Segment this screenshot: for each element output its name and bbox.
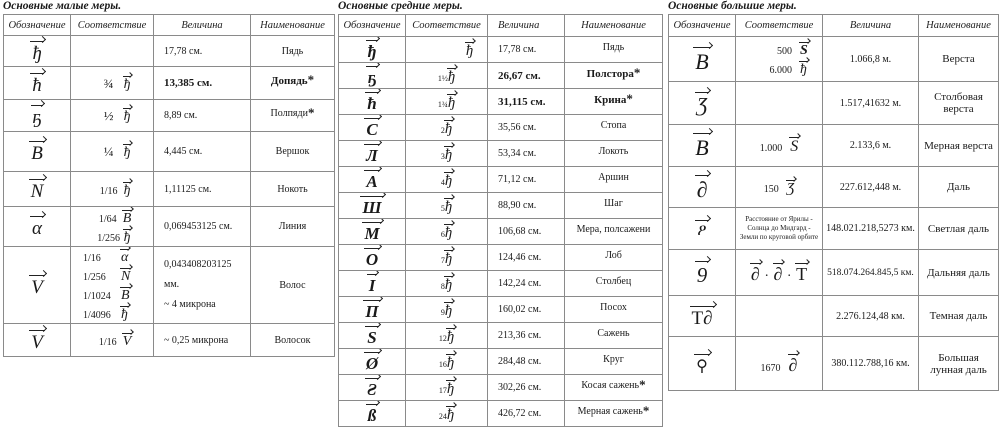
table-row <box>339 271 663 297</box>
unit-symbol-icon: α <box>121 247 128 265</box>
symbol-cell <box>339 167 406 193</box>
correspondence-cell: ¼ ђ <box>71 132 154 172</box>
value-cell: 13,385 см. <box>154 67 251 100</box>
name-cell: Волос <box>251 247 335 324</box>
table-row <box>339 401 663 427</box>
symbol-cell <box>669 37 736 82</box>
symbol-cell <box>669 167 736 208</box>
asterisk-mark: * <box>307 104 315 120</box>
correspondence-cell: 1/16 V <box>71 324 154 357</box>
table-row <box>669 37 999 82</box>
symbol-cell <box>339 115 406 141</box>
unit-symbol-icon: ђ <box>445 300 452 320</box>
symbol-cell <box>4 100 71 132</box>
measure-symbol-icon: N <box>31 176 44 203</box>
symbol-cell <box>669 250 736 296</box>
correspondence-note: Расстояние от Ярилы - Солнца до Мидгард - Земли по круговой орбите <box>736 208 823 250</box>
correspondence-cell: ¾ ђ <box>71 67 154 100</box>
name-cell: Волосок <box>251 324 335 357</box>
value-cell: 227.612,448 м. <box>823 167 919 208</box>
value-cell: 35,56 см. <box>488 115 565 141</box>
measure-symbol-icon: ђ <box>32 38 41 65</box>
table-header <box>339 15 663 37</box>
large-measures-title: Основные большие меры. <box>668 0 797 12</box>
unit-symbol-icon: ∂ <box>789 352 798 376</box>
correspondence-cell: ½ ђ <box>71 100 154 132</box>
correspondence-cell <box>71 36 154 67</box>
correspondence-cell: 1/64 B 1/256 ђ <box>71 207 154 247</box>
correspondence-cell: 9ђ <box>406 297 488 323</box>
name-cell: Мера, полсажени <box>565 219 663 245</box>
table-row <box>4 207 335 247</box>
value-cell: ~ 0,25 микрона <box>154 324 251 357</box>
correspondence-cell: 16ђ <box>406 349 488 375</box>
value-cell: 284,48 см. <box>488 349 565 375</box>
table-row <box>669 82 999 125</box>
value-cell: 426,72 см. <box>488 401 565 427</box>
header-correspondence: Соответствие <box>71 15 154 36</box>
header-designation: Обозначение <box>4 15 71 36</box>
unit-symbol-icon: S <box>800 40 808 58</box>
measure-symbol-icon: T∂ <box>692 303 713 330</box>
value-cell: 213,36 см. <box>488 323 565 349</box>
table-row <box>4 67 335 100</box>
measure-symbol-icon: ⚲ <box>696 351 708 376</box>
value-cell: 302,26 см. <box>488 375 565 401</box>
name-cell: Посох <box>565 297 663 323</box>
asterisk-mark: * <box>642 402 650 418</box>
measure-symbol-icon: B <box>695 130 708 161</box>
measure-symbol-icon: V <box>31 272 43 299</box>
symbol-cell <box>669 82 736 125</box>
name-cell: Мерная верста <box>919 125 999 167</box>
table-header <box>4 15 335 36</box>
small-measures-table <box>3 14 335 357</box>
name-cell: Косая сажень* <box>565 375 663 401</box>
value-cell: 2.133,6 м. <box>823 125 919 167</box>
correspondence-cell: 1670 ∂ <box>736 337 823 391</box>
asterisk-mark: * <box>633 64 641 80</box>
symbol-cell <box>339 63 406 89</box>
name-cell: Сажень <box>565 323 663 349</box>
symbol-cell <box>4 132 71 172</box>
name-cell: Верста <box>919 37 999 82</box>
header-name: Наименование <box>919 15 999 37</box>
table-row <box>669 208 999 250</box>
unit-symbol-icon: B <box>121 285 130 303</box>
name-cell: Светлая даль <box>919 208 999 250</box>
table-row <box>669 125 999 167</box>
name-cell: Полпяди* <box>251 100 335 132</box>
name-cell: Аршин <box>565 167 663 193</box>
value-cell: 0,043408203125 мм. ~ 4 микрона <box>154 247 251 324</box>
symbol-cell <box>339 37 406 63</box>
correspondence-cell: 2ђ <box>406 115 488 141</box>
header-designation: Обозначение <box>339 15 406 37</box>
measure-symbol-icon: Ʒ <box>697 89 708 117</box>
measure-symbol-icon: B <box>695 44 708 75</box>
value-cell: 1.517,41632 м. <box>823 82 919 125</box>
correspondence-cell: 24ђ <box>406 401 488 427</box>
unit-symbol-icon: ђ <box>124 180 131 199</box>
symbol-cell <box>339 323 406 349</box>
unit-symbol-icon: N <box>121 266 130 284</box>
table-row <box>339 89 663 115</box>
asterisk-mark: * <box>626 90 633 106</box>
name-cell: Круг <box>565 349 663 375</box>
symbol-cell <box>4 247 71 324</box>
name-cell: Локоть <box>565 141 663 167</box>
unit-symbol-icon: ∂ <box>751 261 760 285</box>
table-row <box>339 245 663 271</box>
measure-symbol-icon: Ш <box>362 193 381 218</box>
value-cell: 4,445 см. <box>154 132 251 172</box>
table-row <box>4 100 335 132</box>
name-cell: Стопа <box>565 115 663 141</box>
symbol-cell <box>339 349 406 375</box>
symbol-cell <box>669 296 736 337</box>
header-name: Наименование <box>251 15 335 36</box>
small-measures-title: Основные малые меры. <box>3 0 122 12</box>
value-cell: 17,78 см. <box>154 36 251 67</box>
name-cell: Дальняя даль <box>919 250 999 296</box>
symbol-cell <box>339 193 406 219</box>
correspondence-cell <box>736 296 823 337</box>
table-row <box>339 37 663 63</box>
unit-symbol-icon: ђ <box>448 92 455 112</box>
correspondence-cell: 12ђ <box>406 323 488 349</box>
value-cell: 124,46 см. <box>488 245 565 271</box>
symbol-cell <box>4 172 71 207</box>
symbol-cell <box>4 324 71 357</box>
measure-symbol-icon: B <box>31 138 43 165</box>
unit-symbol-icon: ђ <box>466 40 473 60</box>
correspondence-cell: 500 S 6.000 ђ <box>736 37 823 82</box>
name-cell: Мерная сажень* <box>565 401 663 427</box>
symbol-cell <box>4 36 71 67</box>
table-row <box>339 219 663 245</box>
correspondence-cell: 4ђ <box>406 167 488 193</box>
correspondence-cell <box>406 37 488 63</box>
table-row <box>339 115 663 141</box>
unit-symbol-icon: ђ <box>800 59 807 77</box>
unit-symbol-icon: ђ <box>445 144 452 164</box>
value-cell: 142,24 см. <box>488 271 565 297</box>
table-row <box>339 141 663 167</box>
value-cell: 26,67 см. <box>488 63 565 89</box>
measure-symbol-icon: C <box>366 115 377 140</box>
table-row <box>4 36 335 67</box>
name-cell: Даль <box>919 167 999 208</box>
correspondence-cell: 17ђ <box>406 375 488 401</box>
unit-symbol-icon: B <box>123 208 132 226</box>
measure-symbol-icon: Ƨ <box>367 375 376 400</box>
symbol-cell <box>339 141 406 167</box>
measure-symbol-icon: A <box>366 167 377 192</box>
value-cell: 160,02 см. <box>488 297 565 323</box>
value-cell: 380.112.788,16 км. <box>823 337 919 391</box>
symbol-cell <box>669 125 736 167</box>
header-correspondence: Соответствие <box>736 15 823 37</box>
value-cell: 31,115 см. <box>488 89 565 115</box>
unit-symbol-icon: ђ <box>447 378 454 398</box>
symbol-cell <box>339 401 406 427</box>
table-row <box>4 324 335 357</box>
measure-symbol-icon: ҕ <box>33 102 41 129</box>
unit-symbol-icon: ∂ <box>774 261 783 285</box>
name-cell: Темная даль <box>919 296 999 337</box>
value-cell: 0,069453125 см. <box>154 207 251 247</box>
unit-symbol-icon: S <box>790 135 798 156</box>
header-correspondence: Соответствие <box>406 15 488 37</box>
table-row <box>4 132 335 172</box>
table-row <box>339 349 663 375</box>
symbol-cell <box>669 208 736 250</box>
value-cell: 1,11125 см. <box>154 172 251 207</box>
unit-symbol-icon: ђ <box>445 248 452 268</box>
correspondence-cell: 6ђ <box>406 219 488 245</box>
unit-symbol-icon: ђ <box>445 222 452 242</box>
name-cell: Вершок <box>251 132 335 172</box>
value-cell: 71,12 см. <box>488 167 565 193</box>
correspondence-formula: ∂ · ∂ · T <box>736 250 823 296</box>
measure-symbol-icon: ћ <box>367 89 376 114</box>
symbol-cell <box>339 271 406 297</box>
measure-symbol-icon: Л <box>366 141 378 166</box>
correspondence-cell: 1½ђ <box>406 63 488 89</box>
name-cell: Пядь <box>251 36 335 67</box>
symbol-cell <box>4 67 71 100</box>
unit-symbol-icon: Ʒ <box>787 178 795 197</box>
value-cell: 518.074.264.845,5 км. <box>823 250 919 296</box>
table-row <box>669 250 999 296</box>
unit-symbol-icon: ђ <box>448 66 455 86</box>
table-row <box>669 296 999 337</box>
value-cell: 53,34 см. <box>488 141 565 167</box>
correspondence-cell: 1¾ђ <box>406 89 488 115</box>
unit-symbol-icon: ђ <box>124 227 131 245</box>
measure-symbol-icon: S <box>367 323 376 348</box>
table-row <box>339 323 663 349</box>
value-cell: 1.066,8 м. <box>823 37 919 82</box>
large-measures-table <box>668 14 999 391</box>
unit-symbol-icon: ђ <box>445 170 452 190</box>
measure-symbol-icon: ዖ <box>697 217 706 240</box>
unit-symbol-icon: ђ <box>447 326 454 346</box>
header-name: Наименование <box>565 15 663 37</box>
header-value: Величина <box>823 15 919 37</box>
table-row <box>339 297 663 323</box>
correspondence-cell: 3ђ <box>406 141 488 167</box>
unit-symbol-icon: T <box>796 261 807 285</box>
measure-symbol-icon: α <box>32 213 42 240</box>
measure-symbol-icon: Ø <box>366 349 378 374</box>
name-cell: Линия <box>251 207 335 247</box>
value-cell: 106,68 см. <box>488 219 565 245</box>
symbol-cell <box>339 297 406 323</box>
correspondence-cell: 5ђ <box>406 193 488 219</box>
correspondence-cell: 8ђ <box>406 271 488 297</box>
table-row <box>4 172 335 207</box>
measure-symbol-icon: M <box>364 219 379 244</box>
correspondence-cell: 1/16 α 1/256 N 1/1024 B 1/4096 ђ <box>71 247 154 324</box>
correspondence-cell: 1/16 ђ <box>71 172 154 207</box>
symbol-cell <box>4 207 71 247</box>
name-cell: Столбец <box>565 271 663 297</box>
symbol-cell <box>339 219 406 245</box>
name-cell: Шаг <box>565 193 663 219</box>
measure-symbol-icon: ß <box>368 401 377 426</box>
measure-symbol-icon: П <box>365 297 378 322</box>
measure-symbol-icon: ђ <box>368 37 377 62</box>
unit-symbol-icon: ђ <box>445 196 452 216</box>
correspondence-cell <box>736 82 823 125</box>
value-cell: 2.276.124,48 км. <box>823 296 919 337</box>
table-row <box>339 63 663 89</box>
unit-symbol-icon: ђ <box>445 274 452 294</box>
correspondence-cell: 7ђ <box>406 245 488 271</box>
table-row <box>339 167 663 193</box>
value-cell: 17,78 см. <box>488 37 565 63</box>
unit-symbol-icon: ђ <box>447 404 454 424</box>
medium-measures-table <box>338 14 663 427</box>
correspondence-cell: 150 Ʒ <box>736 167 823 208</box>
symbol-cell <box>669 337 736 391</box>
measure-symbol-icon: O <box>366 245 378 270</box>
name-cell: Большая лунная даль <box>919 337 999 391</box>
value-cell: 88,90 см. <box>488 193 565 219</box>
table-row <box>4 247 335 324</box>
header-value: Величина <box>488 15 565 37</box>
name-cell: Пядь <box>565 37 663 63</box>
table-row <box>339 375 663 401</box>
table-header <box>669 15 999 37</box>
symbol-cell <box>339 245 406 271</box>
unit-symbol-icon: ђ <box>124 142 131 161</box>
asterisk-mark: * <box>639 376 646 392</box>
value-cell: 148.021.218,5273 км. <box>823 208 919 250</box>
medium-measures-title: Основные средние меры. <box>338 0 463 12</box>
symbol-cell <box>339 375 406 401</box>
measure-symbol-icon: ћ <box>32 70 42 97</box>
unit-symbol-icon: ђ <box>121 304 128 322</box>
correspondence-cell: 1.000 S <box>736 125 823 167</box>
measure-symbol-icon: ҕ <box>368 63 377 88</box>
unit-symbol-icon: V <box>123 331 132 350</box>
symbol-cell <box>339 89 406 115</box>
unit-symbol-icon: ђ <box>124 74 131 93</box>
asterisk-mark: * <box>307 72 315 87</box>
unit-symbol-icon: ђ <box>124 106 131 125</box>
name-cell: Столбовая верста <box>919 82 999 125</box>
header-value: Величина <box>154 15 251 36</box>
table-row <box>669 167 999 208</box>
header-designation: Обозначение <box>669 15 736 37</box>
measure-symbol-icon: I <box>369 271 376 296</box>
value-cell: 8,89 см. <box>154 100 251 132</box>
name-cell: Крина* <box>565 89 663 115</box>
name-cell: Лоб <box>565 245 663 271</box>
name-cell: Допядь* <box>251 67 335 100</box>
table-row <box>339 193 663 219</box>
name-cell: Полстора* <box>565 63 663 89</box>
table-row <box>669 337 999 391</box>
unit-symbol-icon: ђ <box>445 118 452 138</box>
measure-symbol-icon: ∂ <box>697 172 708 203</box>
measure-symbol-icon: V <box>31 327 43 354</box>
unit-symbol-icon: ђ <box>447 352 454 372</box>
measure-symbol-icon: 9 <box>697 258 708 288</box>
name-cell: Нокоть <box>251 172 335 207</box>
